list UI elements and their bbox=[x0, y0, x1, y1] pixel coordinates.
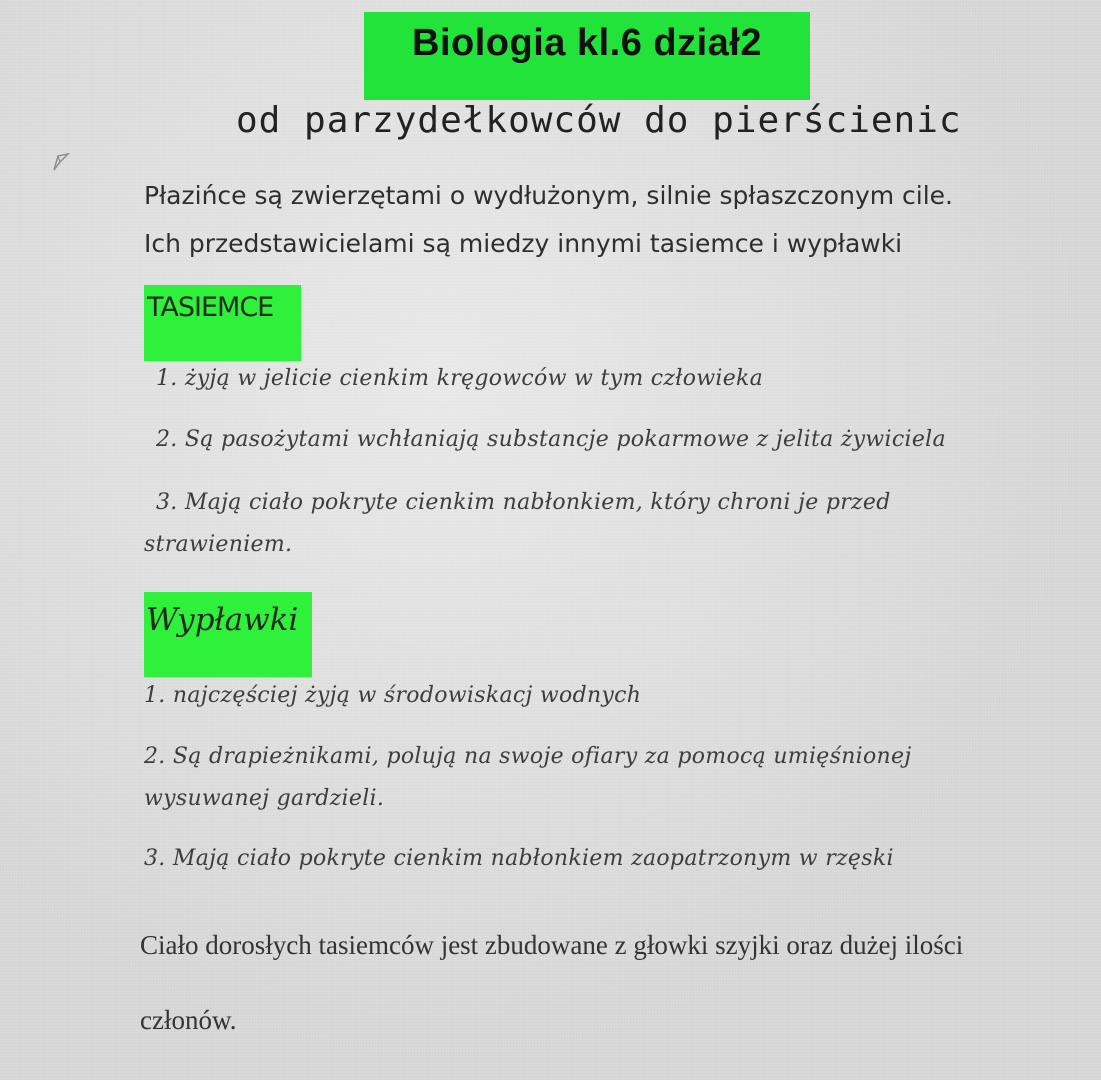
tasiemce-item-3-line-2: strawieniem. bbox=[144, 532, 293, 557]
intro-paragraph bbox=[144, 172, 1044, 268]
pen-cursor-icon bbox=[50, 150, 72, 172]
wyplawki-item-2-line-2: wysuwanej gardzieli. bbox=[144, 786, 385, 811]
page-title: Biologia kl.6 dział2 bbox=[412, 22, 762, 64]
section-heading-wyplawki: Wypławki bbox=[146, 602, 299, 638]
tasiemce-item-1: 1. żyją w jelicie cienkim kręgowców w tym człowieka bbox=[156, 366, 764, 391]
page-subtitle: od parzydełkowców do pierścienic bbox=[236, 100, 962, 141]
wyplawki-item-3: 3. Mają ciało pokryte cienkim nabłonkiem zaopatrzonym w rzęski bbox=[144, 846, 894, 871]
tasiemce-item-3-line-1: 3. Mają ciało pokryte cienkim nabłonkiem, który chroni je przed bbox=[156, 490, 891, 515]
footer-line-1: Ciało dorosłych tasiemców jest zbudowane z głowki szyjki oraz dużej ilości bbox=[140, 930, 964, 960]
section-heading-tasiemce: TASIEMCE bbox=[147, 292, 274, 323]
tasiemce-item-2: 2. Są pasożytami wchłaniają substancje pokarmowe z jelita żywiciela bbox=[156, 427, 946, 452]
wyplawki-item-1: 1. najczęściej żyją w środowiskacj wodnych bbox=[144, 683, 642, 708]
wyplawki-item-2-line-1: 2. Są drapieżnikami, polują na swoje ofiary za pomocą umięśnionej bbox=[144, 744, 912, 769]
footer-line-2: członów. bbox=[140, 1005, 237, 1035]
intro-line-1: Płazińce są zwierzętami o wydłużonym, silnie spłaszczonym cile. bbox=[144, 181, 953, 210]
intro-line-2: Ich przedstawicielami są miedzy innymi tasiemce i wypławki bbox=[144, 229, 903, 258]
